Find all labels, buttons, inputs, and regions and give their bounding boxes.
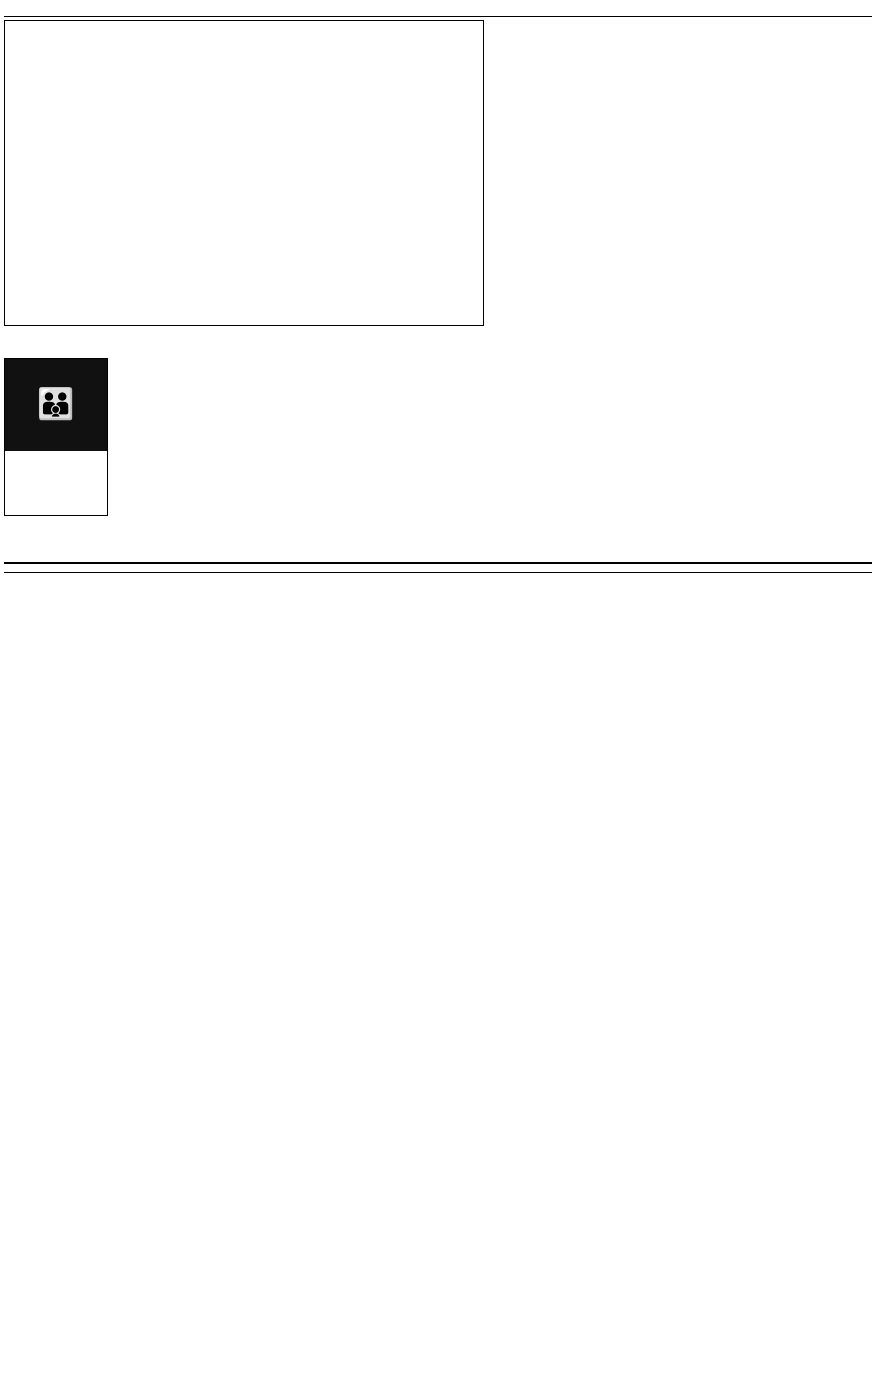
find-in-classified xyxy=(5,455,107,459)
page-header xyxy=(4,3,872,17)
employment-continued-box xyxy=(4,358,108,516)
guide-title xyxy=(4,530,872,560)
employment-banner xyxy=(5,359,107,451)
people-icon: 👪 xyxy=(37,388,75,421)
lexus-article xyxy=(4,20,484,326)
page-number xyxy=(4,3,18,15)
guide-deadlines xyxy=(4,562,872,573)
paper-date xyxy=(334,3,342,15)
